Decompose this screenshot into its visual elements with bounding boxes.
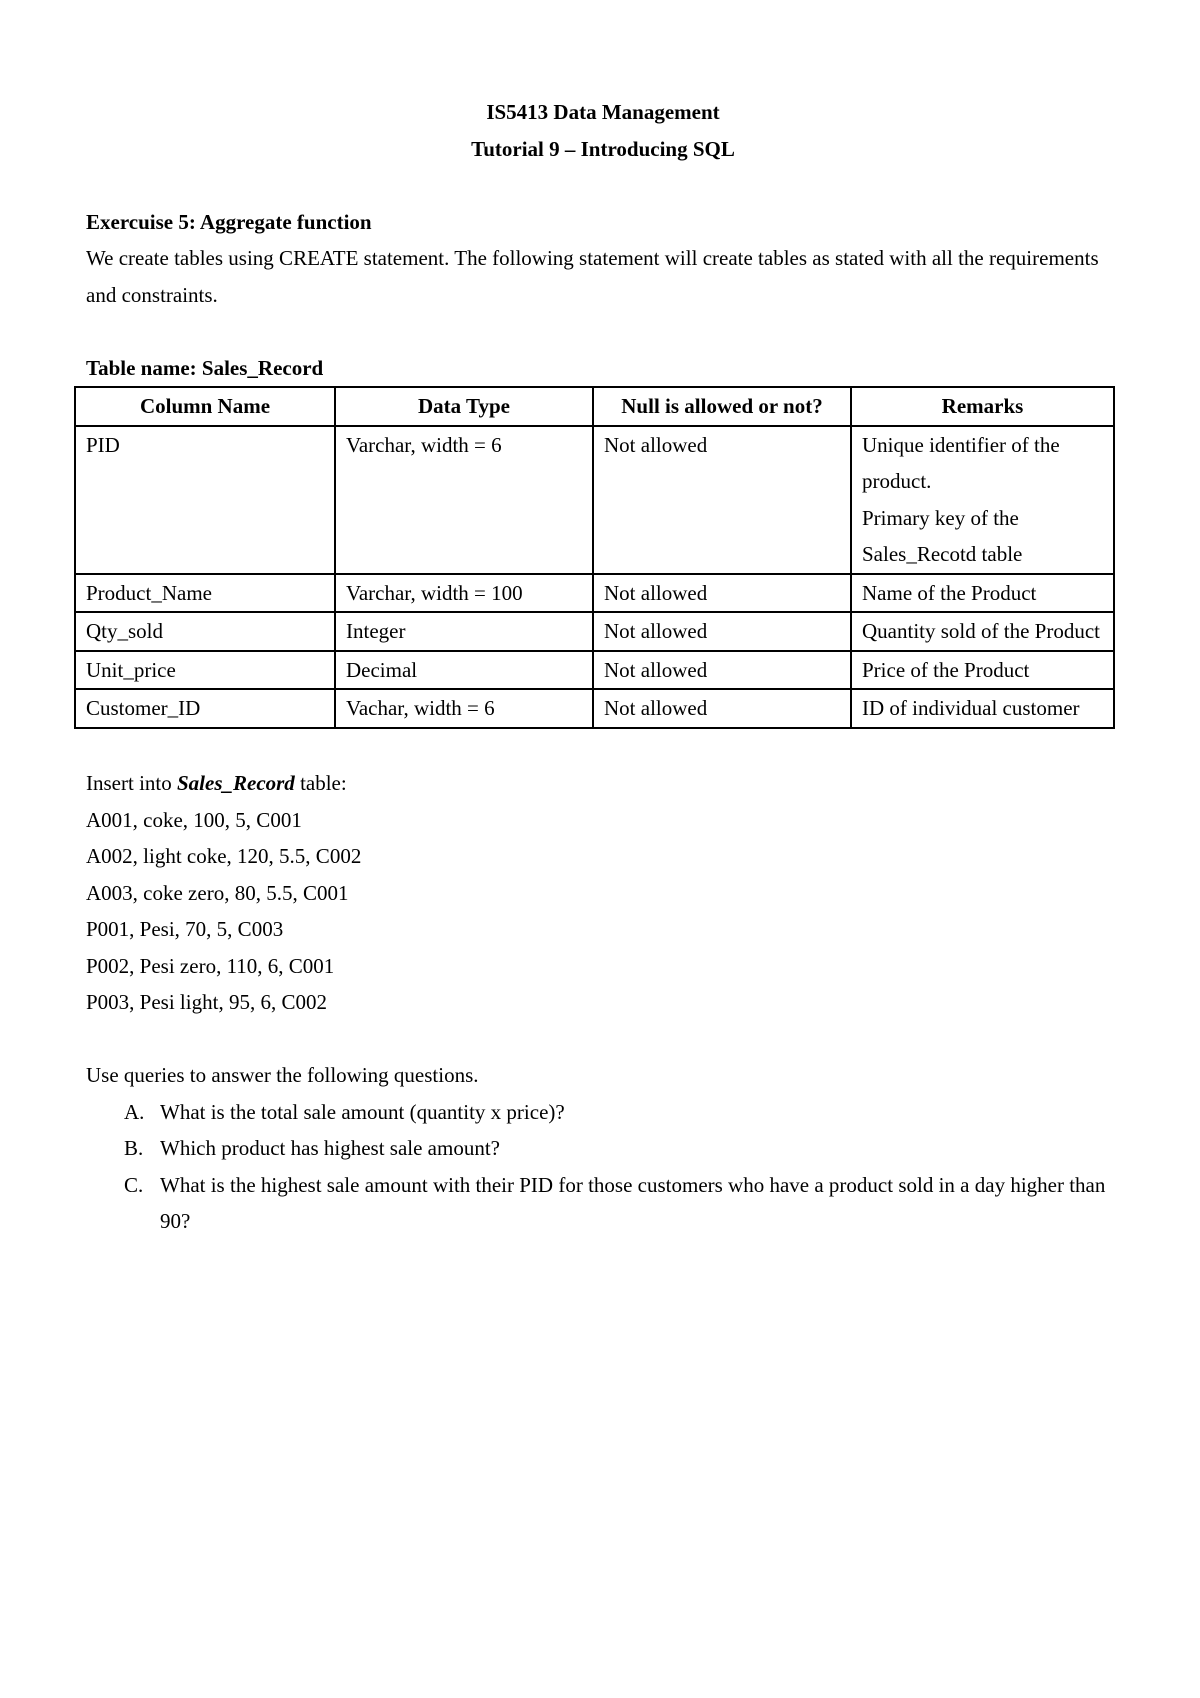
cell-nullable: Not allowed [593, 612, 851, 651]
cell-nullable: Not allowed [593, 574, 851, 613]
question-text: What is the highest sale amount with their PID for those customers who have a product sold in a day higher than 90? [160, 1172, 1106, 1233]
cell-remarks: Name of the Product [851, 574, 1114, 613]
insert-record: P003, Pesi light, 95, 6, C002 [86, 990, 327, 1014]
remark-line: Primary key of the Sales_Recotd table [862, 505, 1023, 566]
sales-record-table [74, 386, 1115, 729]
insert-record: A003, coke zero, 80, 5.5, C001 [86, 880, 349, 905]
cell-column: Product_Name [75, 574, 335, 613]
exercise-intro: We create tables using CREATE statement. The following statement will create tables as stated with all the requirements and constraints. [86, 246, 1099, 307]
insert-record: A001, coke, 100, 5, C001 [86, 807, 302, 832]
table-row [75, 574, 1114, 613]
cell-remarks: Price of the Product [851, 651, 1114, 690]
table-caption: Table name: Sales_Record [86, 355, 324, 380]
question-text: What is the total sale amount (quantity x price)? [160, 1099, 565, 1124]
questions-intro: Use queries to answer the following questions. [86, 1063, 479, 1087]
table-row [75, 651, 1114, 690]
table-header-row [75, 387, 1114, 426]
insert-table-name: Sales_Record [176, 771, 295, 795]
insert-record: P002, Pesi zero, 110, 6, C001 [86, 953, 335, 978]
document-content [86, 94, 1120, 1240]
cell-nullable: Not allowed [593, 689, 851, 728]
cell-type: Decimal [335, 651, 593, 690]
insert-intro: Insert into Sales_Record table: [86, 771, 347, 795]
table-row [75, 689, 1114, 728]
header-nullable: Null is allowed or not? [593, 387, 851, 426]
exercise-title: Exercuise 5: Aggregate function [86, 209, 372, 234]
cell-column: Customer_ID [75, 689, 335, 728]
cell-column: Unit_price [75, 651, 335, 690]
table-row [75, 426, 1114, 574]
insert-record: P001, Pesi, 70, 5, C003 [86, 917, 284, 941]
remark-line: Unique identifier of the product. [862, 432, 1060, 493]
cell-column: Qty_sold [75, 612, 335, 651]
cell-type: Varchar, width = 100 [335, 574, 593, 613]
cell-remarks: ID of individual customer [851, 689, 1114, 728]
question-marker: B. [124, 1136, 144, 1160]
cell-type: Integer [335, 612, 593, 651]
cell-nullable: Not allowed [593, 651, 851, 690]
header-data-type: Data Type [335, 387, 593, 426]
cell-remarks: Quantity sold of the Product [851, 612, 1114, 651]
header-column-name: Column Name [75, 387, 335, 426]
tutorial-title: Tutorial 9 – Introducing SQL [471, 136, 735, 161]
question-marker: A. [124, 1099, 145, 1124]
cell-nullable: Not allowed [593, 426, 851, 574]
insert-record: A002, light coke, 120, 5.5, C002 [86, 844, 362, 868]
cell-type: Varchar, width = 6 [335, 426, 593, 574]
cell-column: PID [75, 426, 335, 574]
question-item [86, 1094, 1120, 1131]
header-remarks: Remarks [851, 387, 1114, 426]
course-title: IS5413 Data Management [486, 100, 720, 124]
question-item [86, 1167, 1120, 1240]
table-row [75, 612, 1114, 651]
cell-type: Vachar, width = 6 [335, 689, 593, 728]
question-text: Which product has highest sale amount? [160, 1136, 500, 1160]
question-list [86, 1094, 1120, 1240]
cell-remarks [851, 426, 1114, 574]
question-item [86, 1130, 1120, 1167]
question-marker: C. [124, 1172, 144, 1197]
